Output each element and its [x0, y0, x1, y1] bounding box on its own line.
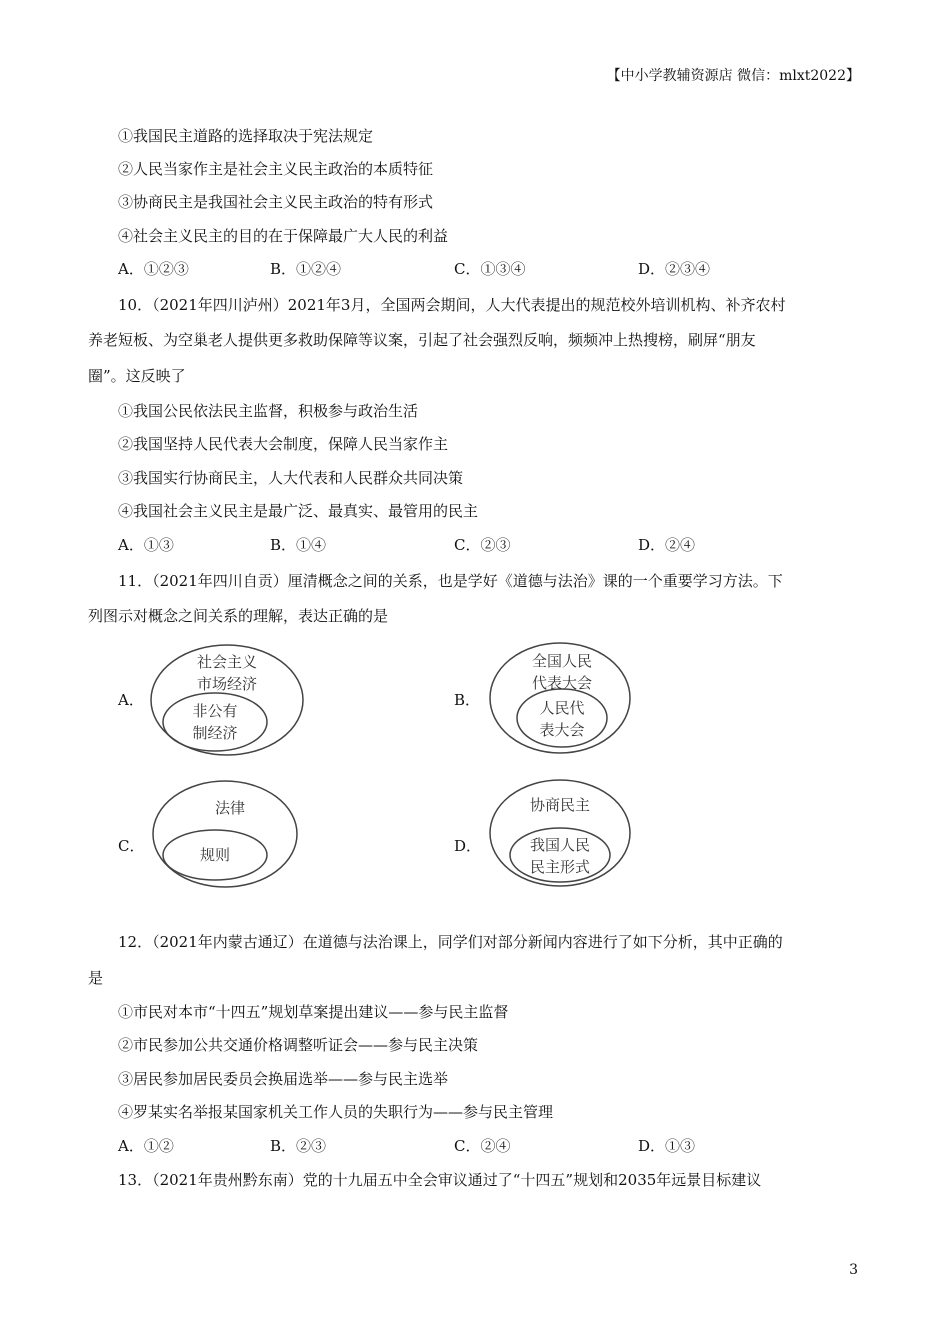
- figure-c-inner-text-1: 规则: [199, 846, 231, 864]
- q10-item-4: ④我国社会主义民主是最广泛、最真实、最管用的民主: [118, 502, 479, 520]
- q9-item-3: ③协商民主是我国社会主义民主政治的特有形式: [118, 193, 434, 211]
- q11-stem-line-1: 11．（2021年四川自贡）厘清概念之间的关系，也是学好《道德与法治》课的一个重要学习方法。下: [118, 572, 783, 590]
- figure-b-inner-text-1: 人民代: [539, 699, 585, 717]
- q10-stem-line-2: 养老短板、为空巢老人提供更多救助保障等议案，引起了社会强烈反响，频频冲上热搜榜，刷屏“朋友: [88, 331, 756, 349]
- q12-option-c: C．②④: [454, 1137, 511, 1155]
- q10-option-a: A．①③: [118, 536, 174, 554]
- q10-item-3: ③我国实行协商民主，人大代表和人民群众共同决策: [118, 469, 464, 487]
- figure-b-diagram: [480, 638, 640, 758]
- q10-option-b: B．①④: [270, 536, 327, 554]
- q9-option-c: C．①③④: [454, 260, 526, 278]
- figure-c-outer-text-1: 法律: [214, 799, 246, 817]
- figure-a-outer-text-2: 市场经济: [196, 675, 258, 693]
- figure-d-inner-text-1: 我国人民: [529, 836, 591, 854]
- q10-item-2: ②我国坚持人民代表大会制度，保障人民当家作主: [118, 435, 449, 453]
- q12-item-2: ②市民参加公共交通价格调整听证会——参与民主决策: [118, 1036, 479, 1054]
- q9-item-4: ④社会主义民主的目的在于保障最广大人民的利益: [118, 227, 449, 245]
- figure-a-label: A．: [118, 691, 144, 709]
- figure-d-outer-text-1: 协商民主: [529, 796, 591, 814]
- q9-option-d: D．②③④: [638, 260, 711, 278]
- q9-option-a: A．①②③: [118, 260, 189, 278]
- q10-stem-line-1: 10．（2021年四川泸州）2021年3月，全国两会期间，人大代表提出的规范校外培训机构、补齐农村: [118, 296, 786, 314]
- q12-option-b: B．②③: [270, 1137, 327, 1155]
- page-number: 3: [849, 1262, 858, 1278]
- q12-option-a: A．①②: [118, 1137, 174, 1155]
- q12-stem-line-1: 12．（2021年内蒙古通辽）在道德与法治课上，同学们对部分新闻内容进行了如下分析，其中正确的: [118, 933, 783, 951]
- q12-item-3: ③居民参加居民委员会换届选举——参与民主选举: [118, 1070, 449, 1088]
- figure-a-diagram: [140, 640, 315, 760]
- q11-stem-line-2: 列图示对概念之间关系的理解，表达正确的是: [88, 607, 389, 625]
- q12-stem-line-2: 是: [88, 969, 104, 987]
- q9-option-b: B．①②④: [270, 260, 342, 278]
- figure-d-inner-text-2: 民主形式: [529, 858, 591, 876]
- figure-a-inner-text-1: 非公有: [192, 702, 238, 720]
- q10-stem-line-3: 圈”。这反映了: [88, 367, 186, 385]
- figure-d-label: D．: [454, 837, 482, 855]
- figure-c-diagram: [143, 778, 308, 896]
- figure-a-outer-text-1: 社会主义: [196, 653, 258, 671]
- figure-d-diagram: [480, 776, 640, 894]
- q12-option-d: D．①③: [638, 1137, 696, 1155]
- q10-option-d: D．②④: [638, 536, 696, 554]
- figure-a-inner-text-2: 制经济: [192, 724, 238, 742]
- figure-b-outer-text-2: 代表大会: [531, 674, 593, 692]
- q9-item-1: ①我国民主道路的选择取决于宪法规定: [118, 127, 374, 145]
- figure-b-inner-text-2: 表大会: [539, 721, 585, 739]
- q12-item-4: ④罗某实名举报某国家机关工作人员的失职行为——参与民主管理: [118, 1103, 554, 1121]
- page-header: 【中小学教辅资源店 微信：mlxt2022】: [606, 68, 860, 84]
- figure-b-label: B．: [454, 691, 481, 709]
- q10-option-c: C．②③: [454, 536, 511, 554]
- q13-stem-line-1: 13．（2021年贵州黔东南）党的十九届五中全会审议通过了“十四五”规划和2035年远景目标建议: [118, 1171, 762, 1189]
- q10-item-1: ①我国公民依法民主监督，积极参与政治生活: [118, 402, 419, 420]
- figure-c-label: C．: [118, 837, 145, 855]
- q9-item-2: ②人民当家作主是社会主义民主政治的本质特征: [118, 160, 434, 178]
- figure-b-outer-text-1: 全国人民: [531, 652, 593, 670]
- q12-item-1: ①市民对本市“十四五”规划草案提出建议——参与民主监督: [118, 1003, 509, 1021]
